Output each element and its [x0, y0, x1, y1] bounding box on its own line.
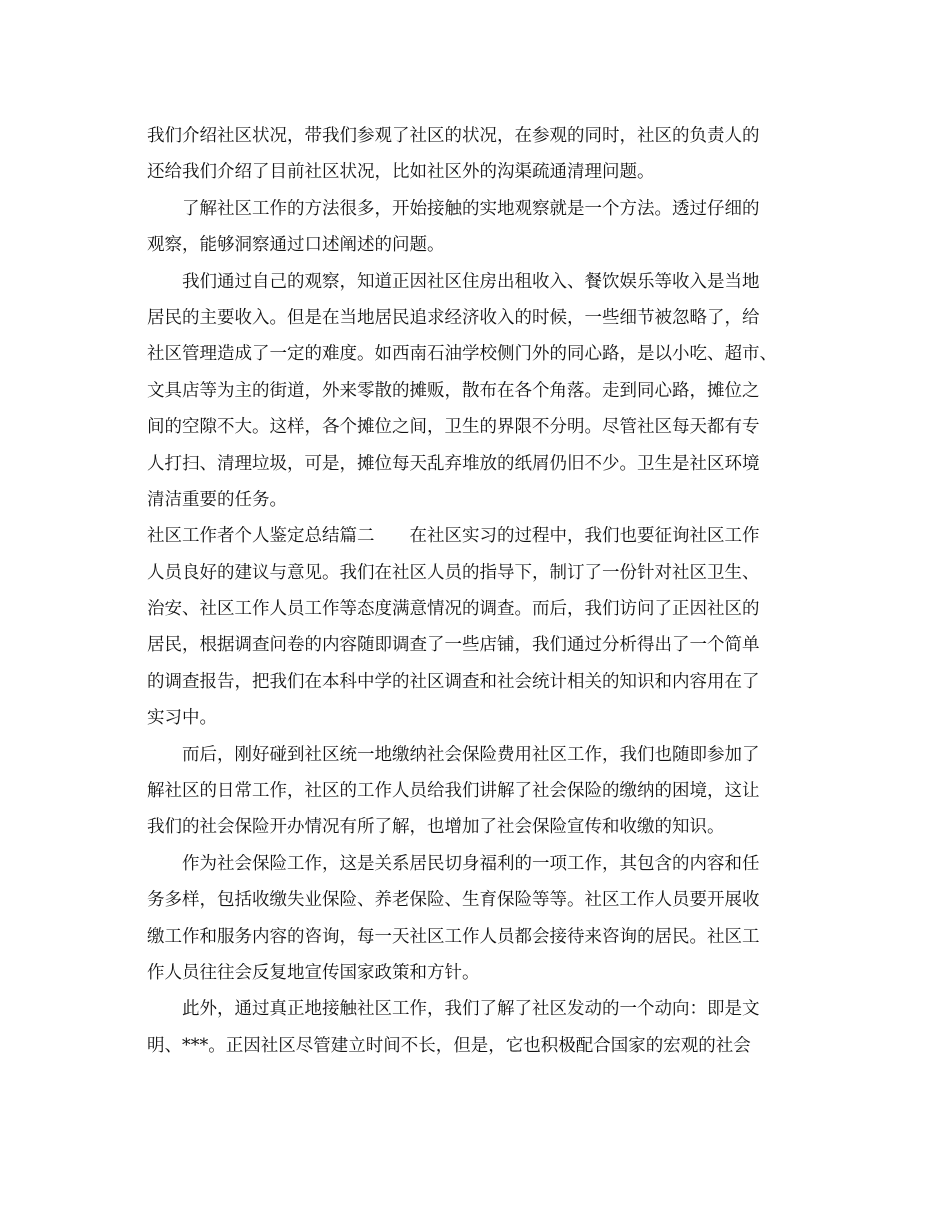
text-line: 清洁重要的任务。: [147, 489, 287, 510]
text-line: 社区管理造成了一定的难度。如西南石油学校侧门外的同心路，是以小吃、超市、: [147, 344, 777, 365]
text-line: 观察，能够洞察通过口述阐述的问题。: [147, 235, 445, 256]
text-line: 人打扫、清理垃圾，可是，摊位每天乱弃堆放的纸屑仍旧不少。卫生是社区环境: [147, 453, 760, 474]
text-line: 治安、社区工作人员工作等态度满意情况的调查。而后，我们访问了正因社区的: [147, 599, 760, 620]
text-line: 缴工作和服务内容的咨询，每一天社区工作人员都会接待来咨询的居民。社区工: [147, 926, 760, 947]
text-line: 作为社会保险工作，这是关系居民切身福利的一项工作，其包含的内容和任: [182, 853, 760, 874]
text-line: 人员良好的建议与意见。我们在社区人员的指导下，制订了一份针对社区卫生、: [147, 562, 760, 583]
text-line: 还给我们介绍了目前社区状况，比如社区外的沟渠疏通清理问题。: [147, 162, 655, 183]
text-line: 作人员往往会反复地宣传国家政策和方针。: [147, 962, 480, 983]
text-line: 的调查报告，把我们在本科中学的社区调查和社会统计相关的知识和内容用在了: [147, 671, 760, 692]
text-line: 而后，刚好碰到社区统一地缴纳社会保险费用社区工作，我们也随即参加了: [182, 744, 760, 765]
document-body: [147, 118, 807, 1064]
text-line: 了解社区工作的方法很多，开始接触的实地观察就是一个方法。透过仔细的: [182, 198, 760, 219]
text-line: 实习中。: [147, 708, 217, 729]
text-line: 解社区的日常工作，社区的工作人员给我们讲解了社会保险的缴纳的困境，这让: [147, 781, 760, 802]
text-line: 我们的社会保险开办情况有所了解，也增加了社会保险宣传和收缴的知识。: [147, 817, 725, 838]
text-line: 务多样，包括收缴失业保险、养老保险、生育保险等等。社区工作人员要开展收: [147, 890, 760, 911]
text-line: 此外，通过真正地接触社区工作，我们了解了社区发动的一个动向：即是文: [182, 999, 760, 1020]
text-line: 居民，根据调查问卷的内容随即调查了一些店铺，我们通过分析得出了一个简单: [147, 635, 760, 656]
section-heading-line: 社区工作者个人鉴定总结篇二 在社区实习的过程中，我们也要征询社区工作: [147, 526, 760, 547]
text-line: 明、***。正因社区尽管建立时间不长，但是，它也积极配合国家的宏观的社会: [147, 1035, 751, 1056]
text-line: 间的空隙不大。这样，各个摊位之间，卫生的界限不分明。尽管社区每天都有专: [147, 417, 760, 438]
text-line: 我们通过自己的观察，知道正因社区住房出租收入、餐饮娱乐等收入是当地: [182, 271, 760, 292]
text-line: 居民的主要收入。但是在当地居民追求经济收入的时候，一些细节被忽略了，给: [147, 307, 760, 328]
text-line: 文具店等为主的街道，外来零散的摊贩，散布在各个角落。走到同心路，摊位之: [147, 380, 760, 401]
text-line: 我们介绍社区状况，带我们参观了社区的状况，在参观的同时，社区的负责人的: [147, 126, 760, 146]
